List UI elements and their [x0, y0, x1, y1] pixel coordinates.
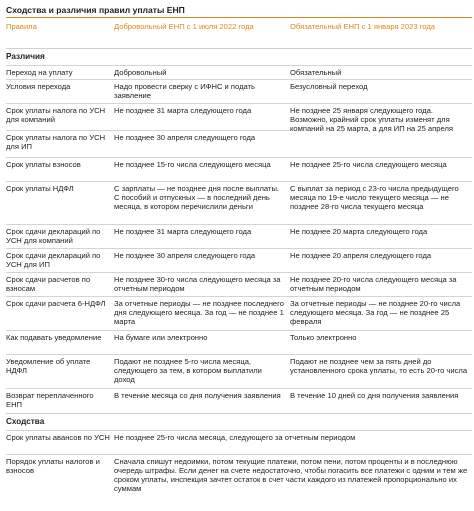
rule-label: Как подавать уведомление: [6, 333, 102, 342]
page-title: Сходства и различия правил уплаты ЕНП: [6, 5, 185, 15]
value-2022: Не позднее 30 апреля следующего года: [114, 251, 256, 260]
table-row: [6, 224, 472, 248]
table-row: [6, 330, 472, 354]
table-header: [6, 17, 472, 48]
value-2023: Не позднее 25-го числа следующего месяца: [290, 160, 447, 169]
value-2023: Не позднее 20 марта следующего года: [290, 227, 428, 236]
value-2023: С выплат за период с 23-го числа предыдущего месяца по 19-е число текущего месяца — не позднее 28-го числа текущего месяца: [290, 184, 459, 212]
table-row: [6, 354, 472, 388]
rule-label: Срок уплаты взносов: [6, 160, 81, 169]
section-differences: Различия: [6, 48, 472, 65]
header-rules: Правила: [6, 22, 37, 31]
header-2022: Добровольный ЕНП с 1 июля 2022 года: [114, 22, 254, 31]
rule-label: Срок уплаты налога по УСН для ИП: [6, 130, 114, 157]
common-value: Не позднее 25-го числа месяца, следующего за отчетным периодом: [114, 433, 356, 442]
table-row: [6, 65, 472, 79]
value-2022: В течение месяца со дня получения заявления: [114, 391, 281, 400]
header-2023: Обязательный ЕНП с 1 января 2023 года: [290, 22, 436, 31]
rule-label: Срок сдачи деклараций по УСН для компаний: [6, 227, 101, 246]
value-2023: За отчетные периоды — не позднее 20-го числа следующего месяца. За год — не позднее 25 февраля: [290, 299, 461, 327]
value-2023: Безусловный переход: [290, 82, 368, 91]
value-2022: Подают не позднее 5-го числа месяца, следующего за тем, в котором выплатили доход: [114, 357, 262, 385]
value-2023: Не позднее 25 января следующего года. Возможно, крайний срок уплаты изменят для компаний на 25 марта, а для ИП на 25 апреля: [290, 106, 453, 134]
rule-label: Порядок уплаты налогов и взносов: [6, 457, 100, 476]
value-2022: Добровольный: [114, 68, 167, 77]
section-similarities: Сходства: [6, 413, 472, 430]
value-2022: За отчетные периоды — не позднее последнего дня следующего месяца. За год — не позднее 1 марта: [114, 299, 284, 327]
table-row: [6, 79, 472, 103]
value-2023: [290, 133, 472, 157]
table-row: [6, 157, 472, 181]
value-2022: На бумаге или электронно: [114, 333, 208, 342]
table-row: [6, 296, 472, 330]
value-2023: Обязательный: [290, 68, 342, 77]
table-row: [6, 272, 472, 296]
value-2022: Не позднее 30-го числа следующего месяца за отчетным периодом: [114, 275, 281, 294]
table-row: [6, 454, 472, 499]
value-2022: Не позднее 31 марта следующего года: [114, 227, 252, 236]
table-row: [6, 430, 472, 454]
value-2022: Не позднее 15-го числа следующего месяца: [114, 160, 271, 169]
value-2023: Не позднее 20-го числа следующего месяца за отчетным периодом: [290, 275, 457, 294]
rule-label: Срок сдачи расчета 6-НДФЛ: [6, 299, 106, 308]
value-2023: Подают не позднее чем за пять дней до установленного срока уплаты, то есть 20-го числа: [290, 357, 468, 376]
value-2022: Надо провести сверку с ИФНС и подать заявление: [114, 82, 255, 101]
value-2023: В течение 10 дней со дня получения заявления: [290, 391, 459, 400]
rule-label: Срок сдачи расчетов по взносам: [6, 275, 91, 294]
rule-label: Условия перехода: [6, 82, 71, 91]
table-row: [6, 130, 472, 157]
table-row: [6, 181, 472, 224]
rule-label: Срок уплаты налога по УСН для компаний: [6, 106, 106, 125]
table-row: [6, 248, 472, 272]
table-row: [6, 388, 472, 413]
rules-table: [6, 3, 472, 499]
rule-label: Срок уплаты авансов по УСН: [6, 433, 110, 442]
rule-label: Переход на уплату: [6, 68, 73, 77]
rule-label: Возврат переплаченного ЕНП: [6, 391, 94, 410]
rule-label: Уведомление об уплате НДФЛ: [6, 357, 91, 376]
value-2022: С зарплаты — не позднее дня после выплаты. С пособий и отпускных — в последний день месяца, в котором перечислили деньги: [114, 184, 280, 212]
table-row: [6, 103, 472, 134]
value-2022: Не позднее 30 апреля следующего года: [114, 130, 290, 157]
rule-label: Срок сдачи деклараций по УСН для ИП: [6, 251, 101, 270]
rule-label: Срок уплаты НДФЛ: [6, 184, 74, 193]
value-2022: Не позднее 31 марта следующего года: [114, 106, 252, 115]
common-value: Сначала спишут недоимки, потом текущие платежи, потом пени, потом проценты и в последнюю очередь штрафы. Если денег на счете недостаточно, чтобы погасить все платежи с одним и тем же сроком уплаты, инспекция зачтет остаток в счет части каждого из платежей пропорционально их суммам: [114, 457, 468, 494]
value-2023: Только электронно: [290, 333, 357, 342]
value-2023: Не позднее 20 апреля следующего года: [290, 251, 432, 260]
